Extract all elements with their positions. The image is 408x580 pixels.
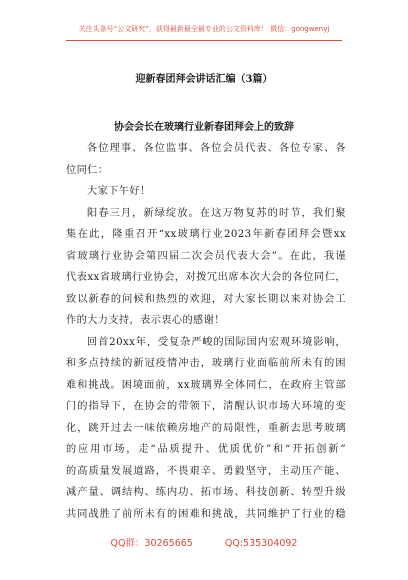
body-line: 各位理事、各位监事、各位会员代表、各位专家、各 xyxy=(87,143,346,154)
body-line: 位同仁： xyxy=(66,164,109,176)
body-line: 省玻璃行业协会第四届二次会员代表大会”。在此，我谨 xyxy=(66,250,346,262)
header-banner: 关注头条号“公文研究”，获得最新最全最专业的公文资料库！ 微信：gongwenyj xyxy=(78,25,330,33)
body-line: 的高质量发展道路，不畏艰辛、勇毅坚守，主动压产能、 xyxy=(66,465,346,477)
document-body xyxy=(66,138,346,525)
body-line: 难和挑战。困境面前，xx玻璃界全体同仁，在政府主管部 xyxy=(66,379,346,391)
footer-qq: QQ:535304092 xyxy=(224,538,298,549)
footer-contact xyxy=(0,535,408,549)
body-line: 作的大力支持，表示衷心的感谢！ xyxy=(66,315,225,326)
header-divider xyxy=(66,40,342,41)
body-line: 致以新春的问候和热烈的欢迎，对大家长期以来对协会工 xyxy=(66,293,346,305)
body-line: 化，跳开过去一味依赖房地产的局限性，重新去思考玻璃 xyxy=(66,422,346,434)
body-line: 阳春三月，新绿绽放。在这万物复苏的时节，我们聚 xyxy=(87,207,346,219)
body-line: 的应用市场，走“品质提升、优质优价”和“开拓创新” xyxy=(66,444,346,455)
body-line: 集在此，隆重召开“xx玻璃行业2023年新春团拜会暨xx xyxy=(66,229,346,240)
body-line: 减产量、调结构、练内功、拓市场、科技创新、转型升级 xyxy=(66,487,346,498)
speech-title: 协会会长在玻璃行业新春团拜会上的致辞 xyxy=(114,122,294,133)
footer-qq-group: QQ群：30265665 xyxy=(110,538,193,549)
body-line: 门的指导下，在协会的带领下，清醒认识市场大环境的变 xyxy=(66,401,346,412)
body-line: 代表xx省玻璃行业协会，对拨冗出席本次大会的各位同仁， xyxy=(66,272,346,283)
document-title: 迎新春团拜会讲话汇编（3篇） xyxy=(135,74,273,85)
body-line: 共同战胜了前所未有的困难和挑战，共同维护了行业的稳 xyxy=(66,508,346,520)
body-line: 大家下午好！ xyxy=(87,186,151,197)
body-line: 回首20xx年，受复杂严峻的国际国内宏观环境影响， xyxy=(87,336,346,348)
body-line: 和多点持续的新冠疫情冲击，玻璃行业面临前所未有的困 xyxy=(66,358,346,369)
